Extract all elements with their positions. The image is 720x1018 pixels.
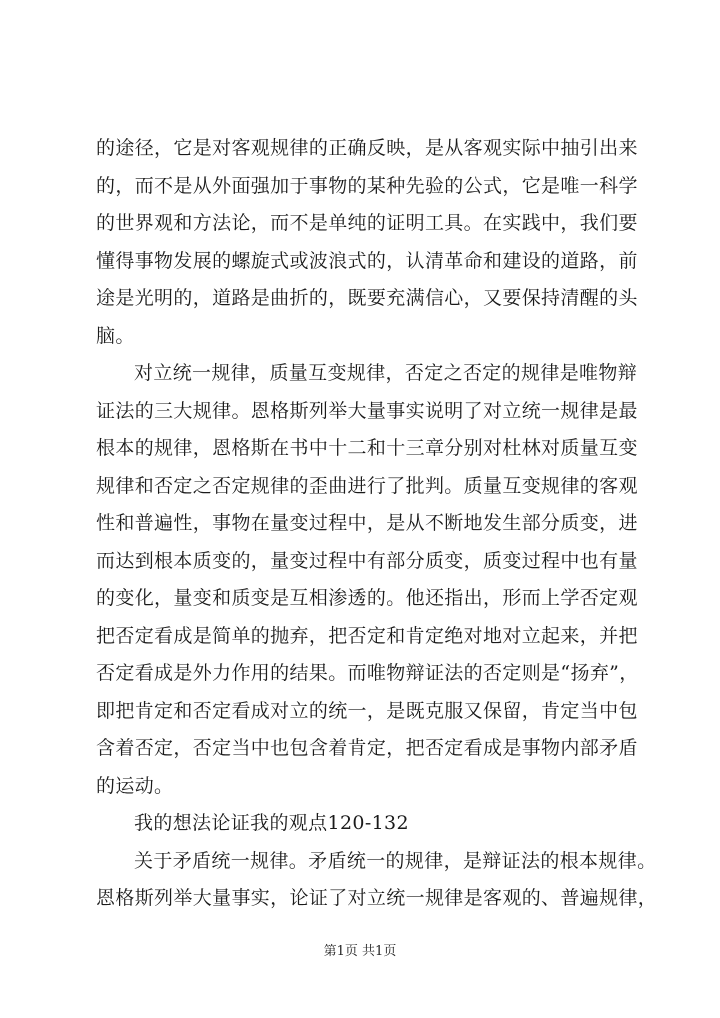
text-line: 把否定看成是简单的抛弃，把否定和肯定绝对地对立起来，并把 xyxy=(96,624,638,647)
text-line: 证法的三大规律。恩格斯列举大量事实说明了对立统一规律是最 xyxy=(96,399,638,422)
paragraph-start-line: 对立统一规律，质量互变规律，否定之否定的规律是唯物辩 xyxy=(134,362,638,384)
text-line: 的，而不是从外面强加于事物的某种先验的公式，它是唯一科学 xyxy=(96,174,638,197)
text-line: 而达到根本质变的，量变过程中有部分质变，质变过程中也有量 xyxy=(96,549,638,572)
text-line: 含着否定，否定当中也包含着肯定，把否定看成是事物内部矛盾 xyxy=(96,737,638,759)
text-line: 懂得事物发展的螺旋式或波浪式的，认清革命和建设的道路，前 xyxy=(96,249,638,272)
text-line: 途是光明的，道路是曲折的，既要充满信心，又要保持清醒的头 xyxy=(96,287,638,309)
text-line: 恩格斯列举大量事实，论证了对立统一规律是客观的、普遍规律， xyxy=(96,887,658,909)
text-line: 的世界观和方法论，而不是单纯的证明工具。在实践中，我们要 xyxy=(96,212,638,234)
section-heading-line: 我的想法论证我的观点120-132 xyxy=(134,812,409,834)
text-line: 即把肯定和否定看成对立的统一，是既克服又保留，肯定当中包 xyxy=(96,699,638,722)
document-body xyxy=(96,130,658,918)
text-line: 脑。 xyxy=(96,324,135,347)
text-line: 性和普遍性，事物在量变过程中，是从不断地发生部分质变，进 xyxy=(96,512,638,534)
page-footer: 第1页 共1页 xyxy=(323,944,397,959)
paragraph-start-line: 关于矛盾统一规律。矛盾统一的规律，是辩证法的根本规律。 xyxy=(134,849,657,872)
text-line: 根本的规律，恩格斯在书中十二和十三章分别对杜林对质量互变 xyxy=(96,437,638,459)
text-line: 的变化，量变和质变是互相渗透的。他还指出，形而上学否定观 xyxy=(96,587,638,609)
text-line: 规律和否定之否定规律的歪曲进行了批判。质量互变规律的客观 xyxy=(96,474,638,497)
text-line: 的途径，它是对客观规律的正确反映，是从客观实际中抽引出来 xyxy=(96,137,638,159)
text-line: 否定看成是外力作用的结果。而唯物辩证法的否定则是“扬弃”， xyxy=(96,662,639,684)
text-line: 的运动。 xyxy=(96,774,174,797)
